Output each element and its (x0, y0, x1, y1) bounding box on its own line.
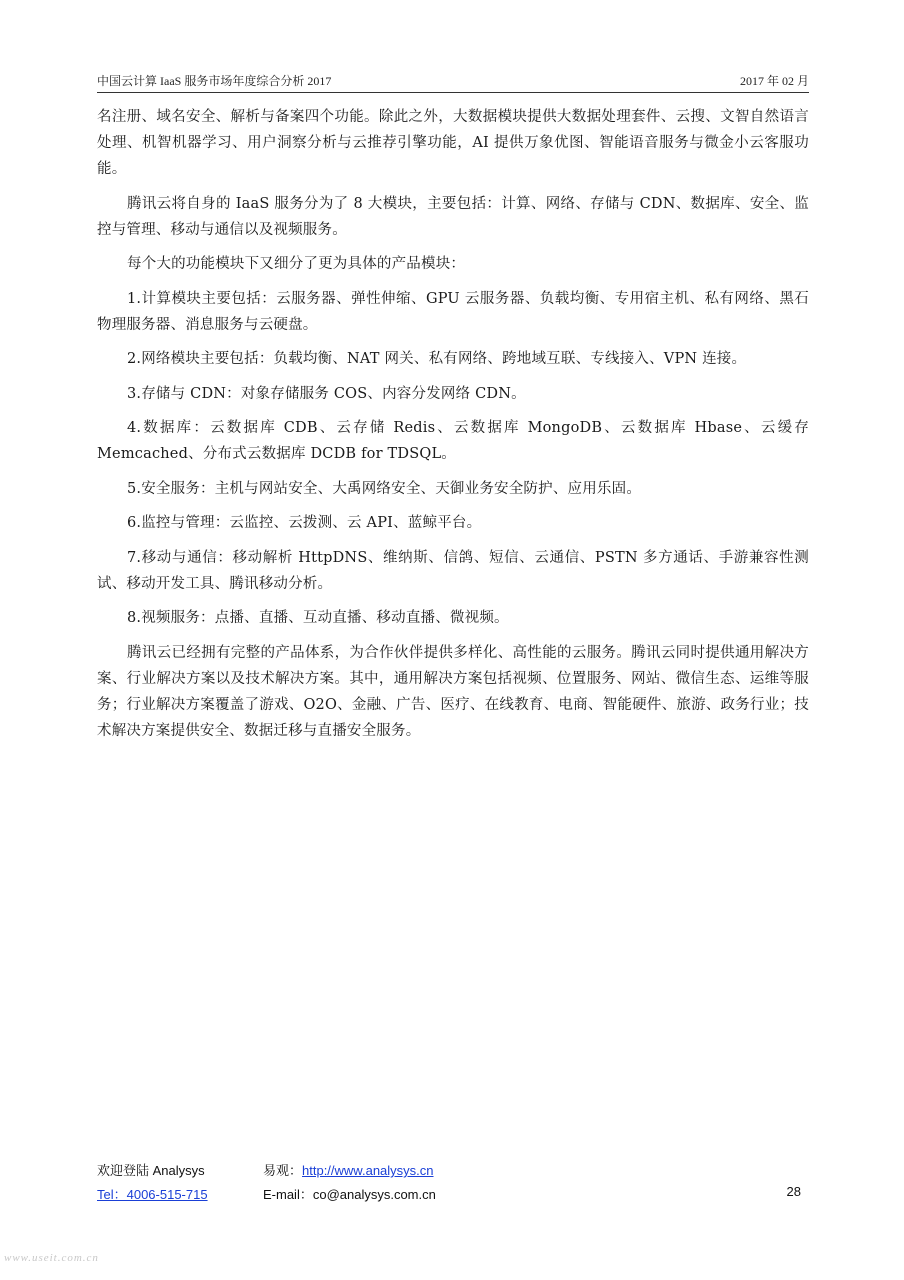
footer-email: E-mail：co@analysys.com.cn (263, 1187, 436, 1202)
list-item-mobile: 7.移动与通信：移动解析 HttpDNS、维纳斯、信鸽、短信、云通信、PSTN 多方通话、手游兼容性测试、移动开发工具、腾讯移动分析。 (97, 549, 809, 592)
paragraph-submodules-intro: 每个大的功能模块下又细分了更为具体的产品模块： (127, 256, 466, 272)
footer-welcome: 欢迎登陆 Analysys (97, 1163, 205, 1178)
list-item-database: 4.数据库：云数据库 CDB、云存储 Redis、云数据库 MongoDB、云数据库 Hbase、云缓存 Memcached、分布式云数据库 DCDB for TDSQL。 (97, 420, 809, 462)
watermark: www.useit.com.cn (4, 1252, 99, 1264)
body-text (97, 104, 809, 752)
list-item-monitoring: 6.监控与管理：云监控、云拨测、云 API、蓝鲸平台。 (127, 515, 482, 531)
page-footer (97, 1160, 809, 1204)
website-link[interactable]: http://www.analysys.cn (302, 1163, 434, 1178)
list-item-storage: 3.存储与 CDN：对象存储服务 COS、内容分发网络 CDN。 (127, 385, 526, 402)
report-date: 2017 年 02 月 (739, 74, 809, 88)
list-item-security: 5.安全服务：主机与网站安全、大禹网络安全、天御业务安全防护、应用乐固。 (127, 480, 642, 497)
page-number: 28 (786, 1184, 801, 1199)
footer-website-label: 易观： (263, 1163, 303, 1178)
paragraph-modules-intro: 腾讯云将自身的 IaaS 服务分为了 8 大模块，主要包括：计算、网络、存储与 CDN、数据库、安全、监控与管理、移动与通信以及视频服务。 (97, 195, 809, 238)
list-item-network: 2.网络模块主要包括：负载均衡、NAT 网关、私有网络、跨地域互联、专线接入、VPN 连接。 (127, 351, 747, 367)
header-divider (97, 92, 809, 93)
paragraph-summary: 腾讯云已经拥有完整的产品体系，为合作伙伴提供多样化、高性能的云服务。腾讯云同时提供通用解决方案、行业解决方案以及技术解决方案。其中，通用解决方案包括视频、位置服务、网站、微信生态、运维等服务；行业解决方案覆盖了游戏、O2O、金融、广告、医疗、在线教育、电商、智能硬件、旅游、政务行业；技术解决方案提供安全、数据迁移与直播安全服务。 (97, 644, 809, 739)
paragraph-continuation: 名注册、域名安全、解析与备案四个功能。除此之外，大数据模块提供大数据处理套件、云搜、文智自然语言处理、机智机器学习、用户洞察分析与云推荐引擎功能，AI 提供万象优图、智能语音服务与微金小云客服功能。 (97, 109, 809, 177)
footer-website-group (263, 1160, 434, 1179)
tel-link[interactable]: Tel：4006-515-715 (97, 1187, 208, 1202)
list-item-compute: 1.计算模块主要包括：云服务器、弹性伸缩、GPU 云服务器、负载均衡、专用宿主机、私有网络、黑石物理服务器、消息服务与云硬盘。 (97, 290, 809, 333)
list-item-video: 8.视频服务：点播、直播、互动直播、移动直播、微视频。 (127, 610, 509, 626)
report-title: 中国云计算 IaaS 服务市场年度综合分析 2017 (97, 74, 332, 88)
